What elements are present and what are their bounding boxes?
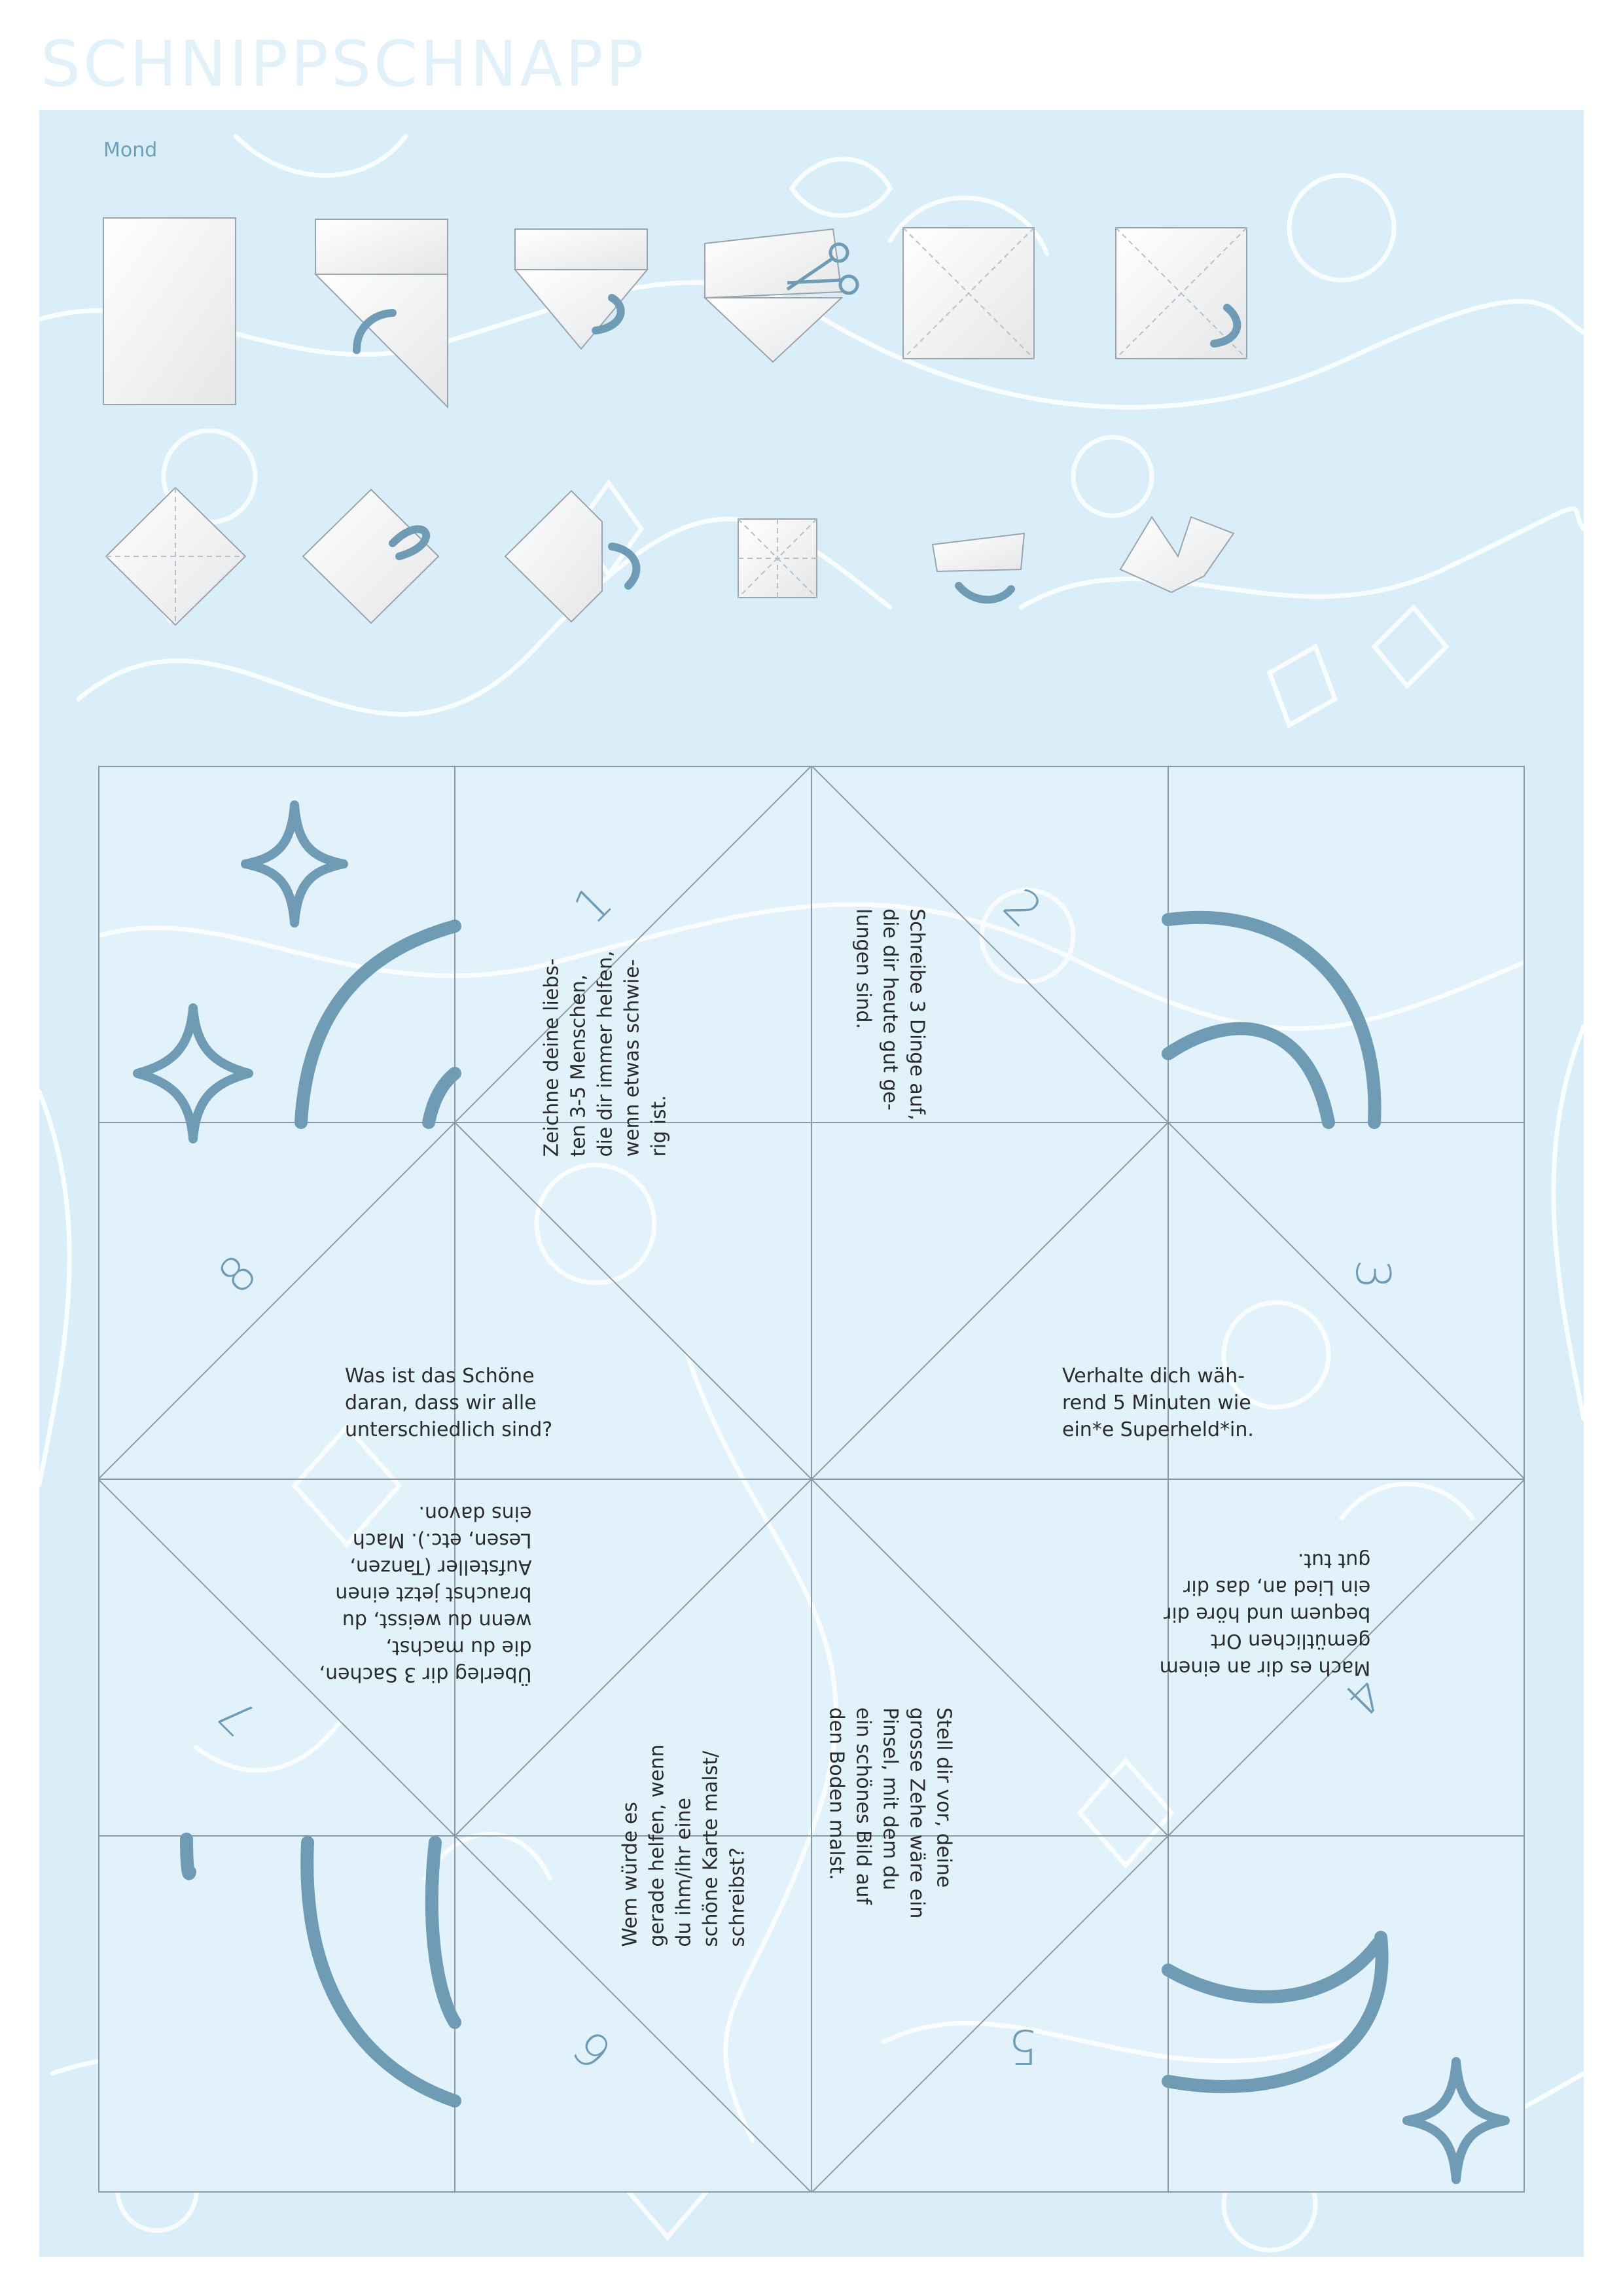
question-8: Was ist das Schöne daran, dass wir alle unterschiedlich sind? [345,1365,553,1441]
number-3: 3 [1345,1259,1400,1289]
star-icon [1407,2062,1505,2179]
number-4: 4 [1333,1666,1393,1727]
question-3: Verhalte dich wäh- rend 5 Minuten wie ein*e Superheld*in. [1062,1365,1254,1441]
fortune-teller-sheet [98,766,1525,2193]
number-1: 1 [563,874,623,935]
number-7: 7 [207,1686,268,1746]
moon-top-right [1168,918,1375,1122]
question-4: Mach es dir an einem gemütlichen Ort bequem und höre dir ein Lied an, das dir gut tut. [1159,1549,1371,1679]
question-1: Zeichne deine liebs- ten 3-5 Menschen, die dir immer helfen, wenn etwas schwie- rig ist. [540,950,671,1157]
star-icon [137,1008,249,1139]
question-6: Wem würde es gerade helfen, wenn du ihm/ihr eine schöne Karte malst/ schreibst? [618,1744,749,1947]
moon-illustrations [98,766,1525,2193]
number-5: 5 [1008,2019,1038,2074]
background-panel [39,110,1584,2257]
question-5: Stell dir vor, deine grosse Zehe wäre ein Pinsel, mit dem du ein schönes Bild auf den Boden malst. [825,1707,955,1919]
number-8: 8 [207,1244,268,1304]
number-6: 6 [563,2020,623,2080]
question-2: Schreibe 3 Dinge auf, die dir heute gut ge- lungen sind. [851,908,929,1121]
question-7: Überleg dir 3 Sachen, die du machst, wenn du weisst, du brauchst jetzt einen Aufsteller (Tanzen, Lesen, etc.). Mach eins davon. [319,1501,532,1686]
number-2: 2 [993,878,1053,938]
subtitle: Mond [103,139,158,162]
page-title: SCHNIPPSCHNAPP [41,27,647,101]
moon-bottom-right [1168,1944,1378,1997]
star-icon [245,805,344,923]
